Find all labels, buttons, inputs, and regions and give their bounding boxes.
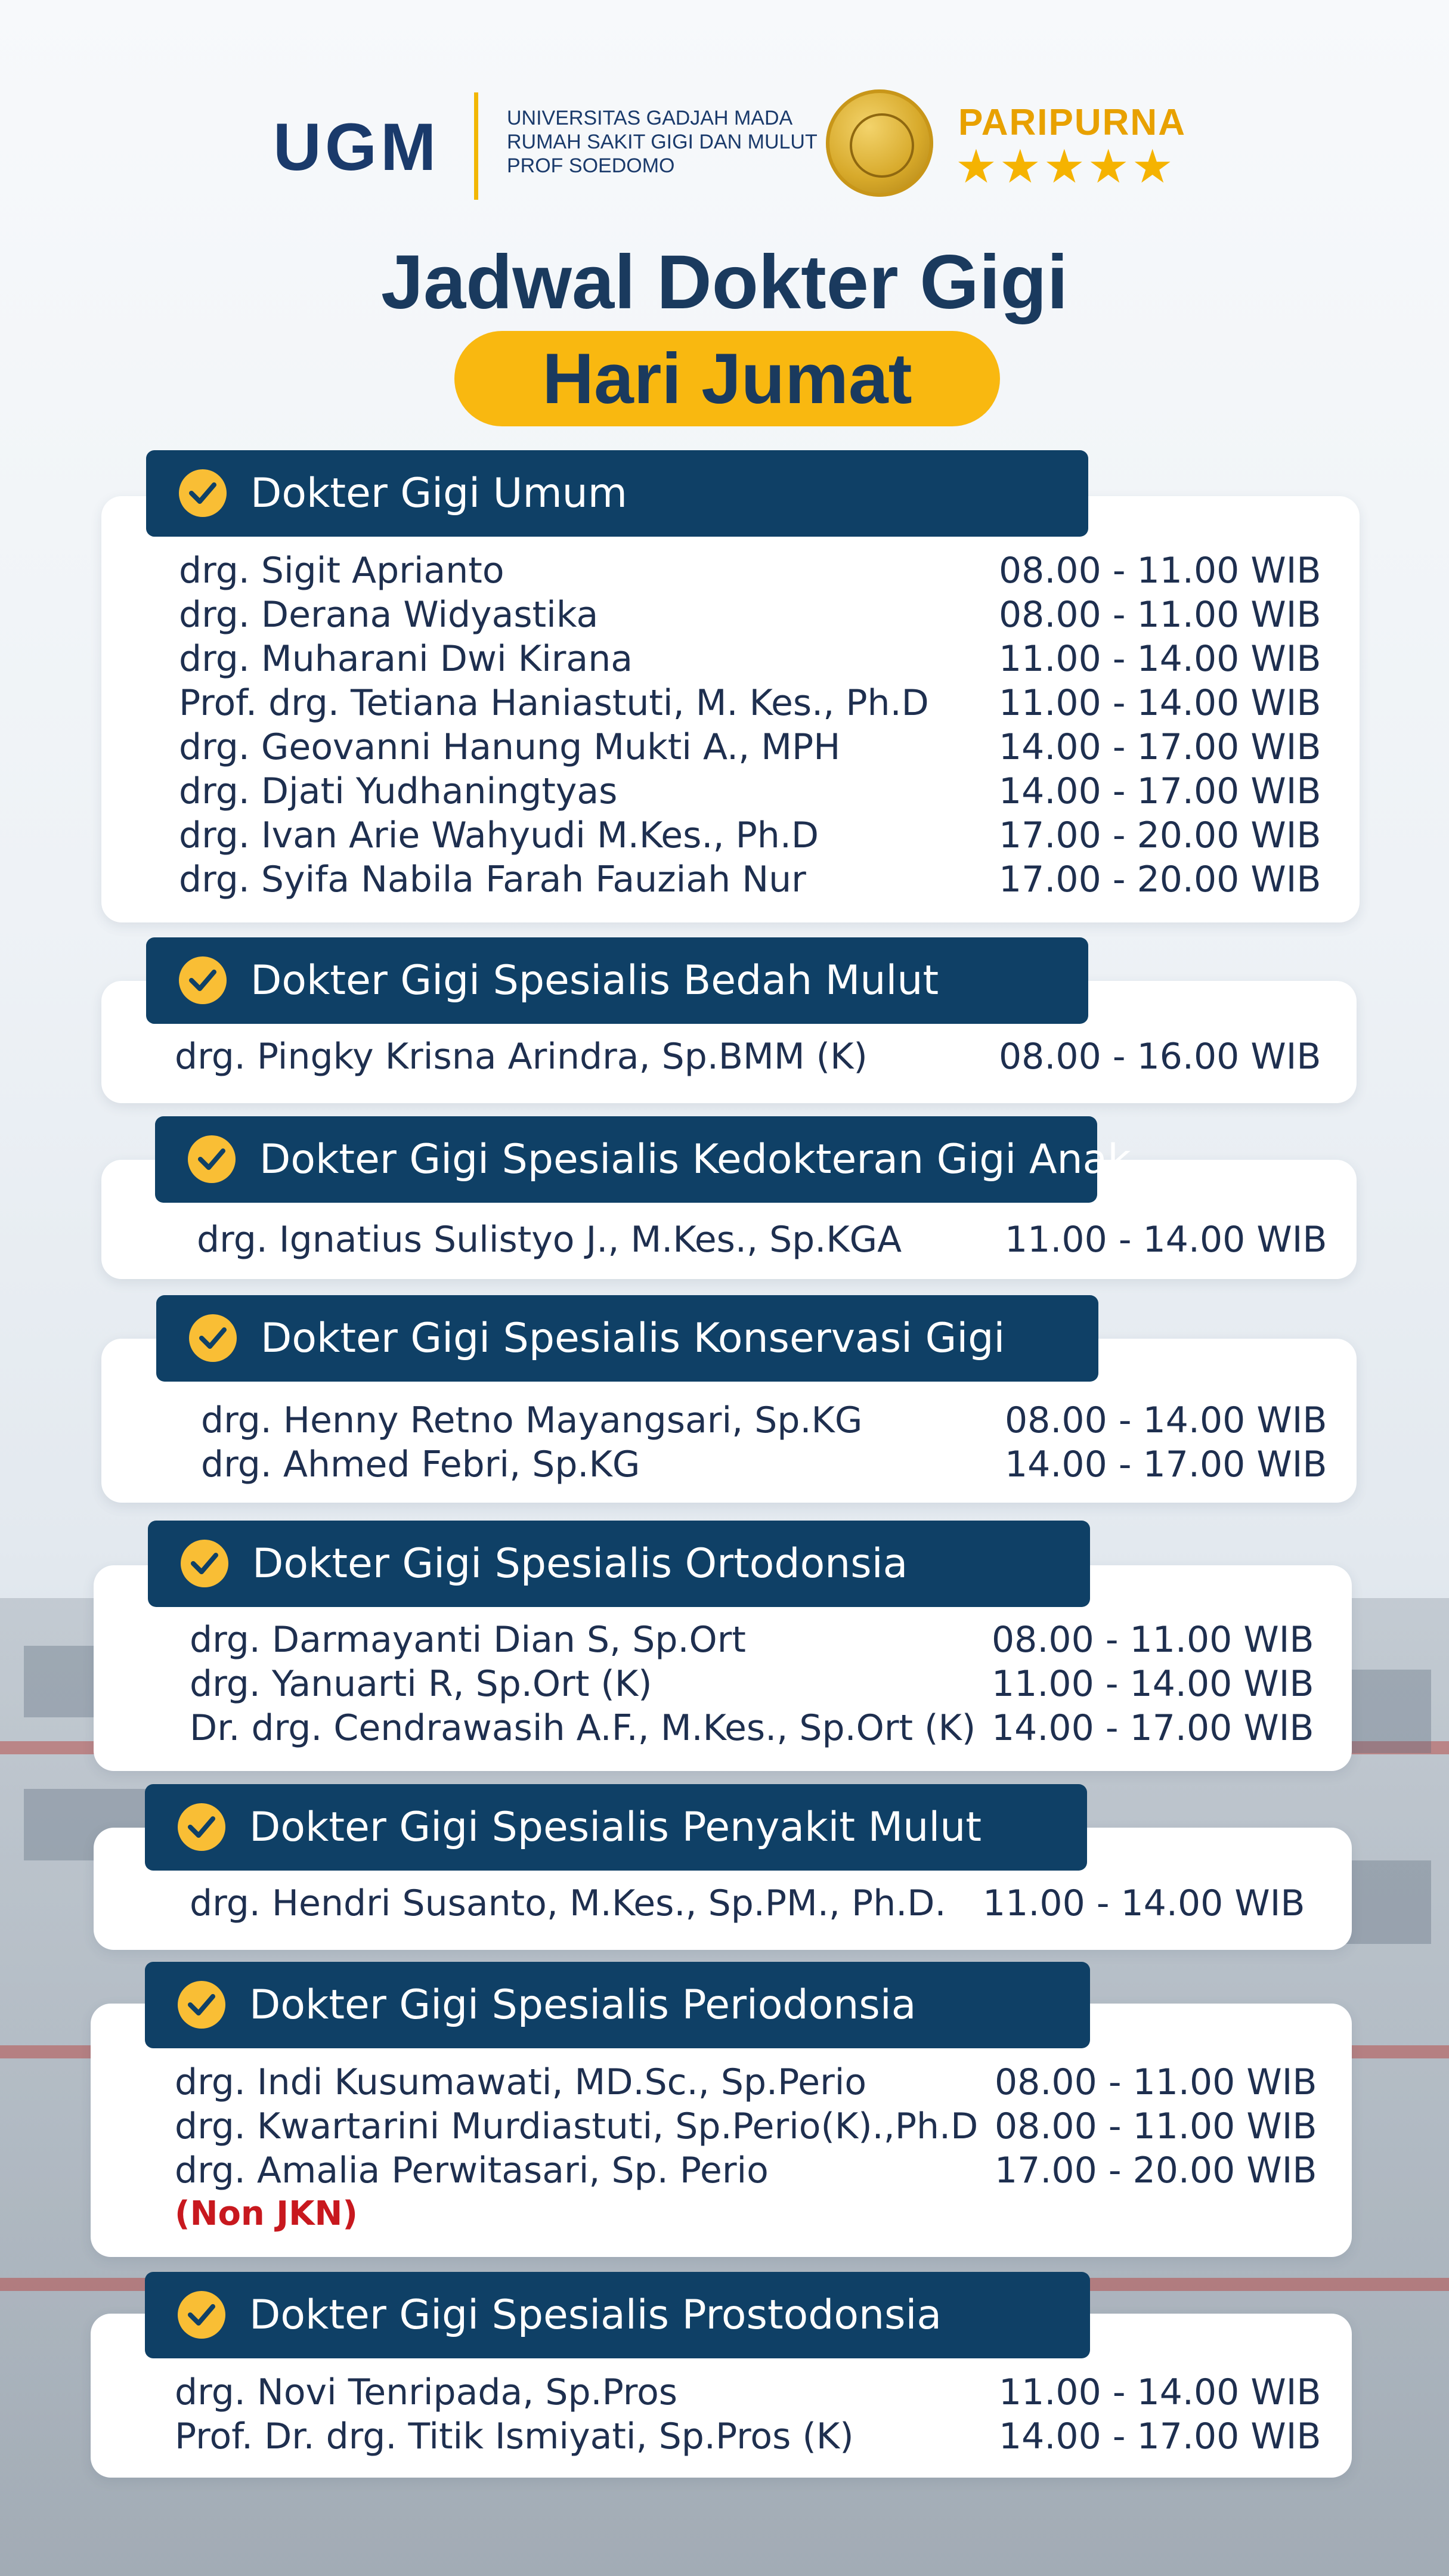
accreditation-label: PARIPURNA xyxy=(958,102,1186,143)
doctor-name: drg. Indi Kusumawati, MD.Sc., Sp.Perio xyxy=(175,2061,867,2103)
institution-line: RUMAH SAKIT GIGI DAN MULUT xyxy=(507,131,818,153)
doctor-row xyxy=(179,681,1321,725)
doctor-name: Dr. drg. Cendrawasih A.F., M.Kes., Sp.Ort (K) xyxy=(190,1707,976,1749)
doctor-list xyxy=(201,1398,1334,1487)
logo-divider xyxy=(474,92,478,200)
section-title: Dokter Gigi Spesialis Konservasi Gigi xyxy=(261,1315,1005,1362)
doctor-name: drg. Hendri Susanto, M.Kes., Sp.PM., Ph.D. xyxy=(190,1883,946,1924)
schedule-time: 11.00 - 14.00 WIB xyxy=(1005,1219,1327,1261)
section-title: Dokter Gigi Spesialis Ortodonsia xyxy=(252,1540,908,1587)
doctor-name: drg. Ignatius Sulistyo J., M.Kes., Sp.KGA xyxy=(197,1219,902,1261)
section-title: Dokter Gigi Spesialis Periodonsia xyxy=(249,1981,917,2029)
check-icon xyxy=(179,469,227,517)
section-header xyxy=(146,937,1088,1024)
doctor-list xyxy=(190,1881,1323,1925)
section-title: Dokter Gigi Spesialis Penyakit Mulut xyxy=(249,1804,982,1851)
doctor-row xyxy=(190,1618,1323,1662)
check-icon xyxy=(181,1540,228,1587)
doctor-list xyxy=(190,1618,1323,1750)
check-icon xyxy=(188,1135,236,1183)
schedule-time: 17.00 - 20.00 WIB xyxy=(995,2150,1317,2191)
doctor-row xyxy=(175,2104,1317,2148)
schedule-time: 11.00 - 14.00 WIB xyxy=(999,2371,1321,2413)
day-badge: Hari Jumat xyxy=(454,331,1000,426)
doctor-row xyxy=(179,813,1321,857)
page-title: Jadwal Dokter Gigi xyxy=(380,240,1069,325)
institution-line: PROF SOEDOMO xyxy=(507,154,675,177)
schedule-time: 11.00 - 14.00 WIB xyxy=(992,1663,1314,1705)
section-header xyxy=(155,1116,1131,1203)
doctor-list xyxy=(175,1035,1321,1079)
schedule-time: 08.00 - 11.00 WIB xyxy=(995,2061,1317,2103)
doctor-row xyxy=(175,2414,1321,2459)
schedule-time: 14.00 - 17.00 WIB xyxy=(992,1707,1314,1749)
schedule-time: 17.00 - 20.00 WIB xyxy=(999,815,1321,856)
check-icon xyxy=(178,1803,225,1851)
doctor-name: drg. Pingky Krisna Arindra, Sp.BMM (K) xyxy=(175,1036,868,1078)
check-icon xyxy=(178,1981,225,2029)
schedule-time: 11.00 - 14.00 WIB xyxy=(999,638,1321,680)
doctor-name: drg. Amalia Perwitasari, Sp. Perio xyxy=(175,2150,769,2191)
doctor-name: drg. Henny Retno Mayangsari, Sp.KG xyxy=(201,1400,863,1441)
doctor-row xyxy=(179,593,1321,637)
doctor-name: drg. Ahmed Febri, Sp.KG xyxy=(201,1444,640,1485)
schedule-time: 14.00 - 17.00 WIB xyxy=(999,726,1321,768)
doctor-row xyxy=(175,2148,1317,2193)
doctor-row xyxy=(190,1662,1323,1706)
doctor-name: drg. Yanuarti R, Sp.Ort (K) xyxy=(190,1663,652,1705)
doctor-name: drg. Syifa Nabila Farah Fauziah Nur xyxy=(179,859,806,900)
doctor-row xyxy=(179,637,1321,681)
doctor-row xyxy=(190,1706,1323,1750)
doctor-name: drg. Geovanni Hanung Mukti A., MPH xyxy=(179,726,841,768)
schedule-time: 08.00 - 11.00 WIB xyxy=(995,2106,1317,2147)
doctor-name: drg. Novi Tenripada, Sp.Pros xyxy=(175,2371,678,2413)
schedule-time: 08.00 - 11.00 WIB xyxy=(999,550,1321,592)
doctor-list xyxy=(175,2370,1321,2459)
doctor-row xyxy=(201,1398,1334,1442)
section-header xyxy=(156,1295,1098,1382)
star-rating: ★★★★★ xyxy=(955,140,1176,194)
doctor-row xyxy=(179,549,1321,593)
section-title: Dokter Gigi Umum xyxy=(250,470,628,517)
doctor-name: drg. Djati Yudhaningtyas xyxy=(179,770,618,812)
doctor-name: drg. Kwartarini Murdiastuti, Sp.Perio(K).,Ph.D xyxy=(175,2106,979,2147)
schedule-time: 11.00 - 14.00 WIB xyxy=(999,682,1321,724)
doctor-list xyxy=(179,549,1321,902)
schedule-time: 08.00 - 11.00 WIB xyxy=(992,1619,1314,1661)
section-header xyxy=(145,1962,1090,2048)
section-header xyxy=(146,450,1088,537)
doctor-list xyxy=(175,2060,1317,2193)
doctor-row xyxy=(175,2060,1317,2104)
doctor-name: drg. Darmayanti Dian S, Sp.Ort xyxy=(190,1619,746,1661)
institution-line: UNIVERSITAS GADJAH MADA xyxy=(507,107,793,129)
doctor-name: drg. Derana Widyastika xyxy=(179,594,599,636)
schedule-time: 14.00 - 17.00 WIB xyxy=(999,2416,1321,2457)
section-header xyxy=(145,1784,1087,1871)
section-title: Dokter Gigi Spesialis Bedah Mulut xyxy=(250,957,939,1004)
section-header xyxy=(145,2272,1090,2358)
doctor-list xyxy=(197,1218,1330,1262)
doctor-name: Prof. drg. Tetiana Haniastuti, M. Kes., Ph.D xyxy=(179,682,929,724)
doctor-name: Prof. Dr. drg. Titik Ismiyati, Sp.Pros (K) xyxy=(175,2416,854,2457)
accreditation-seal-icon xyxy=(826,89,933,197)
doctor-row xyxy=(179,725,1321,769)
schedule-time: 17.00 - 20.00 WIB xyxy=(999,859,1321,900)
header xyxy=(0,83,1449,215)
check-icon xyxy=(179,956,227,1004)
schedule-time: 11.00 - 14.00 WIB xyxy=(983,1883,1305,1924)
doctor-row xyxy=(179,857,1321,902)
schedule-time: 08.00 - 11.00 WIB xyxy=(999,594,1321,636)
doctor-name: drg. Ivan Arie Wahyudi M.Kes., Ph.D xyxy=(179,815,819,856)
schedule-time: 14.00 - 17.00 WIB xyxy=(999,770,1321,812)
ugm-logo: UGM xyxy=(273,110,440,184)
institution-name xyxy=(507,106,818,178)
doctor-name: drg. Sigit Aprianto xyxy=(179,550,504,592)
non-jkn-note: (Non JKN) xyxy=(175,2194,358,2233)
doctor-row xyxy=(201,1442,1334,1487)
section-title: Dokter Gigi Spesialis Prostodonsia xyxy=(249,2292,942,2339)
doctor-row xyxy=(175,1035,1321,1079)
doctor-row xyxy=(175,2370,1321,2414)
doctor-row xyxy=(190,1881,1323,1925)
schedule-time: 08.00 - 14.00 WIB xyxy=(1005,1400,1327,1441)
doctor-name: drg. Muharani Dwi Kirana xyxy=(179,638,633,680)
check-icon xyxy=(178,2291,225,2339)
schedule-time: 08.00 - 16.00 WIB xyxy=(999,1036,1321,1078)
check-icon xyxy=(189,1314,237,1362)
section-title: Dokter Gigi Spesialis Kedokteran Gigi Anak xyxy=(259,1136,1131,1183)
schedule-time: 14.00 - 17.00 WIB xyxy=(1005,1444,1327,1485)
doctor-row xyxy=(179,769,1321,813)
section-header xyxy=(148,1521,1090,1607)
doctor-row xyxy=(197,1218,1330,1262)
